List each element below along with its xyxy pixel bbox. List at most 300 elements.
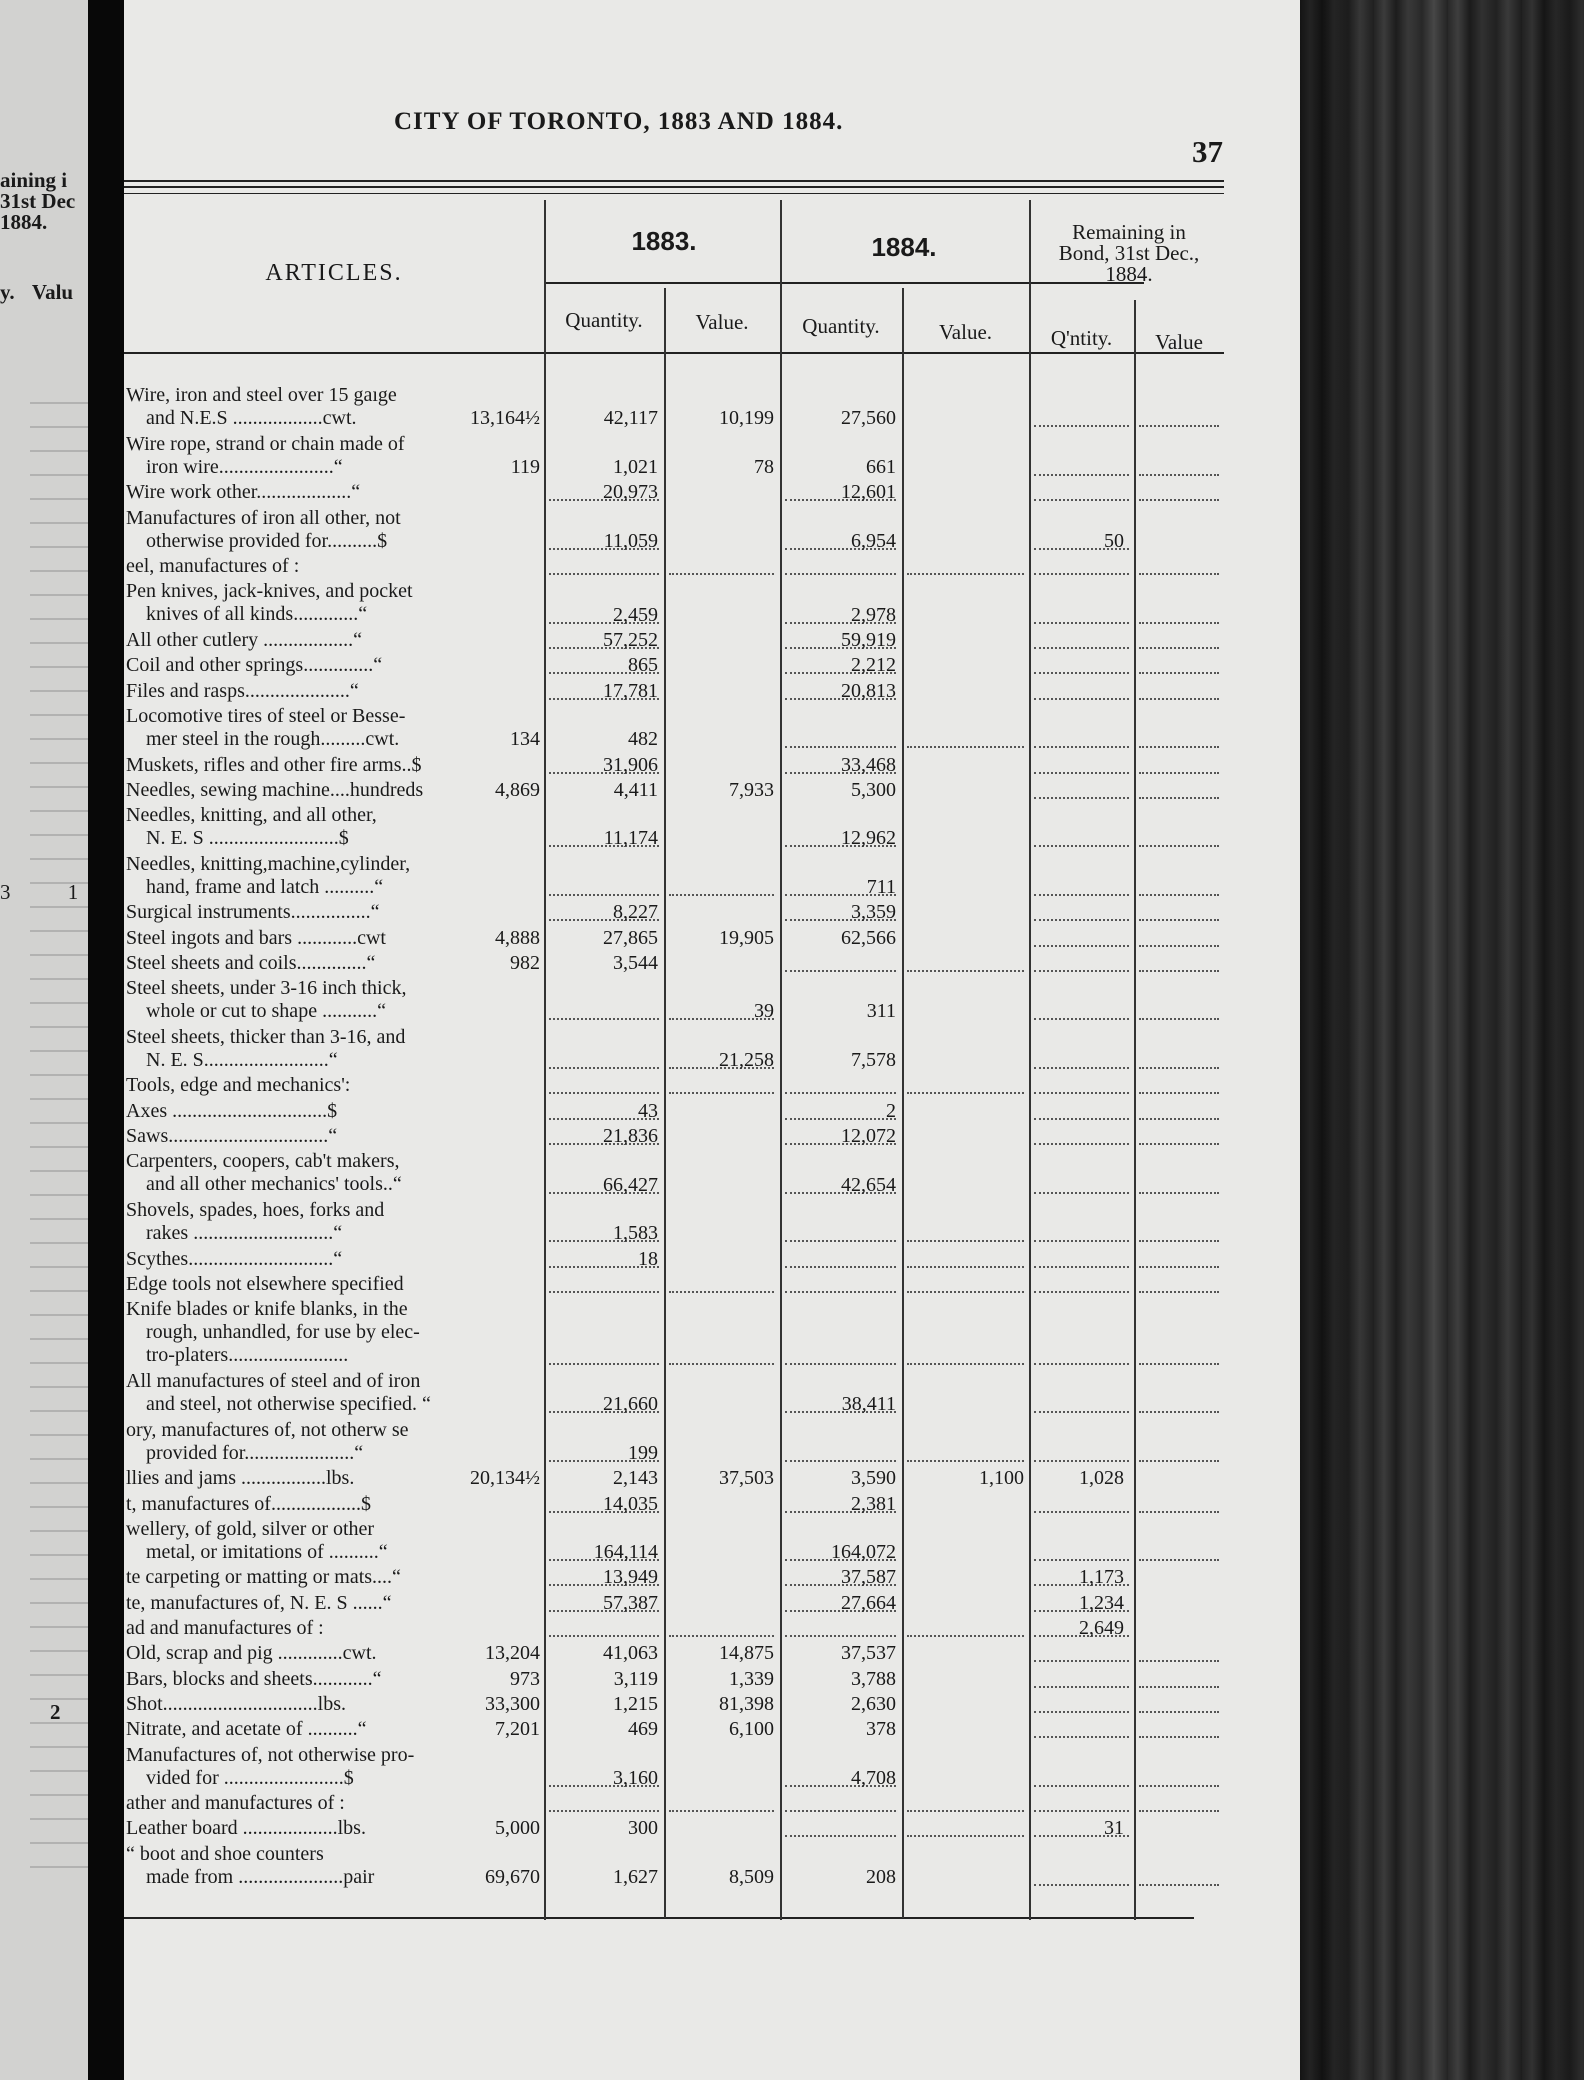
leader-dots — [907, 1291, 1024, 1295]
leader-dots — [907, 746, 1024, 750]
article-name — [126, 977, 526, 1023]
remaining-line: Remaining in — [1072, 220, 1186, 244]
leader-dots — [1139, 622, 1219, 626]
leader-dots — [1139, 1240, 1219, 1244]
value-1883-cell: 1,583 — [613, 1222, 658, 1245]
article-line: Tools, edge and mechanics': — [126, 1074, 351, 1097]
article-line: metal, or imitations of ..........“ — [146, 1540, 388, 1563]
leader-dots — [1034, 1143, 1129, 1147]
article-line: te, manufactures of, N. E. S ......“ — [126, 1591, 392, 1614]
article-line: ather and manufactures of : — [126, 1792, 345, 1815]
page-edges — [1300, 0, 1584, 2080]
value-1884-cell: 59,919 — [841, 629, 896, 651]
leader-dots — [785, 1635, 896, 1639]
table-row — [124, 1718, 1300, 1741]
leader-dots — [1139, 698, 1219, 702]
quantity-1883-cell: 7,201 — [495, 1718, 540, 1741]
quantity-1883-cell: 973 — [510, 1667, 540, 1690]
article-name — [126, 1125, 526, 1148]
left-page-dots — [30, 380, 90, 1880]
article-line: made from .....................pair — [146, 1865, 375, 1888]
quantity-1884-cell: 37,503 — [719, 1467, 774, 1490]
leader-dots — [1034, 1711, 1129, 1715]
left-col-qty: y. — [0, 280, 15, 304]
table-row — [124, 1592, 1300, 1615]
leader-dots — [1034, 499, 1129, 503]
value-1883-cell: 11,059 — [603, 529, 658, 552]
value-1883-cell: 865 — [628, 654, 658, 677]
quantity-1883-cell: 4,869 — [495, 778, 540, 801]
leader-dots — [785, 1810, 896, 1814]
table-row — [124, 952, 1300, 975]
article-line: rough, unhandled, for use by elec- — [146, 1321, 420, 1344]
value-1884-cell: 27,664 — [841, 1591, 896, 1614]
article-name — [126, 1370, 526, 1416]
value-1883-cell: 41,063 — [603, 1642, 658, 1665]
article-name — [126, 1817, 526, 1840]
article-name — [126, 1843, 526, 1889]
value-1884-cell: 2,212 — [851, 654, 896, 677]
leader-dots — [1139, 647, 1219, 651]
leader-dots — [549, 1810, 659, 1814]
table-row — [124, 580, 1300, 627]
leader-dots — [1034, 1067, 1129, 1071]
table-row — [124, 433, 1300, 480]
value-remaining-cell: 31 — [1104, 1817, 1124, 1840]
leader-dots — [1034, 647, 1129, 651]
table-row — [124, 481, 1300, 504]
article-name — [126, 1744, 526, 1790]
quantity-remaining-cell: 1,100 — [979, 1467, 1024, 1490]
article-line: All manufactures of steel and of iron — [126, 1370, 421, 1392]
leader-dots — [1034, 1810, 1129, 1814]
value-1884-cell: 42,654 — [841, 1173, 896, 1196]
value-1883-cell: 469 — [628, 1718, 658, 1741]
value-1884-cell: 3,590 — [851, 1467, 896, 1490]
value-remaining-cell: 1,173 — [1079, 1566, 1124, 1589]
leader-dots — [785, 1092, 896, 1096]
table-row — [124, 629, 1300, 652]
table-row — [124, 1100, 1300, 1123]
article-line: and steel, not otherwise specified. “ — [146, 1393, 431, 1415]
value-1883-cell: 1,627 — [613, 1865, 658, 1888]
article-line: wellery, of gold, silver or other — [126, 1517, 375, 1540]
leader-dots — [549, 1635, 659, 1639]
leader-dots — [1139, 1067, 1219, 1071]
table-row — [124, 927, 1300, 950]
article-name — [126, 1668, 526, 1691]
article-line: Scythes.............................“ — [126, 1247, 343, 1270]
value-1884-cell: 2 — [886, 1099, 896, 1122]
table-row — [124, 1843, 1300, 1890]
table-body — [124, 0, 1300, 2080]
leader-dots — [1139, 1192, 1219, 1196]
left-header-line: aining i — [0, 168, 68, 192]
leader-dots — [1139, 672, 1219, 676]
article-name — [126, 1026, 526, 1072]
article-line: Shovels, spades, hoes, forks and — [126, 1198, 385, 1221]
article-line: rakes ............................“ — [146, 1221, 343, 1244]
leader-dots — [907, 1835, 1024, 1839]
table-row — [124, 804, 1300, 851]
leader-dots — [1139, 1810, 1219, 1814]
table-row — [124, 853, 1300, 900]
table-row — [124, 1125, 1300, 1148]
leader-dots — [549, 894, 659, 898]
value-1883-cell: 164,114 — [593, 1541, 658, 1564]
article-line: Steel sheets and coils..............“ — [126, 951, 376, 974]
table-row — [124, 1817, 1300, 1840]
article-line: whole or cut to shape ...........“ — [146, 1000, 386, 1023]
left-page-columns — [0, 280, 73, 305]
leader-dots — [1139, 1143, 1219, 1147]
article-name — [126, 433, 526, 479]
leader-dots — [549, 1363, 659, 1367]
article-name — [126, 1298, 526, 1367]
value-1884-cell: 33,468 — [841, 753, 896, 776]
leader-dots — [907, 1810, 1024, 1814]
article-line: knives of all kinds.............“ — [146, 603, 368, 626]
table-row — [124, 754, 1300, 777]
leader-dots — [1139, 797, 1219, 801]
value-1884-cell: 12,962 — [841, 827, 896, 850]
leader-dots — [907, 1240, 1024, 1244]
article-name — [126, 1467, 526, 1490]
leader-dots — [1034, 622, 1129, 626]
leader-dots — [1034, 1118, 1129, 1122]
article-line: Knife blades or knife blanks, in the — [126, 1298, 408, 1321]
article-name — [126, 481, 526, 504]
article-name — [126, 1150, 526, 1196]
table-row — [124, 654, 1300, 677]
table-row — [124, 1074, 1300, 1097]
leader-dots — [1034, 746, 1129, 750]
article-line: Muskets, rifles and other fire arms..$ — [126, 753, 422, 776]
value-remaining-cell: 1,234 — [1079, 1591, 1124, 1614]
article-line: eel, manufactures of : — [126, 555, 300, 578]
article-name — [126, 1074, 526, 1097]
leader-dots — [1034, 845, 1129, 849]
table-row — [124, 1370, 1300, 1417]
article-line: Steel sheets, thicker than 3-16, and — [126, 1025, 406, 1048]
value-1884-cell: 12,601 — [841, 481, 896, 504]
leader-dots — [1034, 1884, 1129, 1888]
leader-dots — [549, 1018, 659, 1022]
article-name — [126, 654, 526, 677]
article-line: llies and jams .................lbs. — [126, 1467, 355, 1490]
article-line: Locomotive tires of steel or Besse- — [126, 704, 406, 727]
leader-dots — [1139, 499, 1219, 503]
article-line: iron wire.......................“ — [146, 455, 343, 478]
table-row — [124, 779, 1300, 802]
leader-dots — [1034, 945, 1129, 949]
leader-dots — [907, 1266, 1024, 1270]
leader-dots — [785, 1460, 896, 1464]
document-page — [124, 0, 1300, 2080]
leader-dots — [1034, 1018, 1129, 1022]
quantity-1883-cell: 119 — [510, 455, 540, 478]
quantity-1883-cell: 69,670 — [485, 1865, 540, 1888]
leader-dots — [1139, 1660, 1219, 1664]
leader-dots — [1139, 425, 1219, 429]
article-name — [126, 1617, 526, 1640]
value-1883-cell: 21,660 — [603, 1393, 658, 1416]
article-name — [126, 1199, 526, 1245]
value-remaining-cell: 2,649 — [1079, 1617, 1124, 1639]
leader-dots — [1139, 474, 1219, 478]
leader-dots — [669, 1810, 774, 1814]
article-line: te carpeting or matting or mats....“ — [126, 1566, 401, 1589]
article-name — [126, 384, 526, 430]
leader-dots — [669, 1635, 774, 1639]
value-1884-cell: 311 — [866, 1000, 896, 1023]
quantity-1883-cell: 20,134½ — [470, 1467, 540, 1490]
table-row — [124, 977, 1300, 1024]
article-line: Shot...............................lbs. — [126, 1692, 347, 1715]
value-1884-cell: 27,560 — [841, 407, 896, 430]
leader-dots — [1139, 845, 1219, 849]
quantity-1884-cell: 78 — [754, 455, 774, 478]
value-1883-cell: 43 — [638, 1099, 658, 1122]
left-fragment: 1 — [67, 880, 79, 904]
article-name — [126, 1273, 526, 1296]
value-1884-cell: 208 — [866, 1865, 896, 1888]
article-line: Bars, blocks and sheets............“ — [126, 1667, 382, 1690]
leader-dots — [907, 970, 1024, 974]
article-line: Leather board ...................lbs. — [126, 1817, 366, 1840]
article-line: All other cutlery ..................“ — [126, 629, 363, 651]
table-row — [124, 1199, 1300, 1246]
value-1883-cell: 482 — [628, 728, 658, 751]
leader-dots — [1034, 698, 1129, 702]
value-1883-cell: 300 — [628, 1817, 658, 1840]
article-line: “ boot and shoe counters — [126, 1842, 324, 1865]
article-name — [126, 1693, 526, 1716]
leader-dots — [1034, 919, 1129, 923]
book-spine — [88, 0, 124, 2080]
leader-dots — [1139, 945, 1219, 949]
table-row — [124, 1026, 1300, 1073]
value-1883-cell: 18 — [638, 1247, 658, 1270]
value-1884-cell: 7,578 — [851, 1049, 896, 1072]
quantity-1883-cell: 982 — [510, 951, 540, 974]
leader-dots — [1139, 1559, 1219, 1563]
leader-dots — [1034, 1240, 1129, 1244]
table-row — [124, 705, 1300, 752]
value-1883-cell: 8,227 — [613, 901, 658, 924]
value-1883-cell: 14,035 — [603, 1492, 658, 1515]
value-1883-cell: 1,021 — [613, 455, 658, 478]
leader-dots — [1139, 1118, 1219, 1122]
leader-dots — [907, 1092, 1024, 1096]
article-name — [126, 952, 526, 975]
value-1883-cell: 2,459 — [613, 603, 658, 626]
value-1883-cell: 31,906 — [603, 753, 658, 776]
value-remaining-header: Value — [1155, 330, 1203, 354]
quantity-1884-cell: 10,199 — [719, 407, 774, 430]
article-name — [126, 1792, 526, 1815]
article-name — [126, 779, 526, 802]
qntity-remaining-header: Q'ntity. — [1050, 326, 1113, 350]
article-line: Steel ingots and bars ............cwt — [126, 926, 386, 949]
value-1884-cell: 2,630 — [851, 1692, 896, 1715]
leader-dots — [785, 1266, 896, 1270]
quantity-1884-cell: 7,933 — [729, 778, 774, 801]
article-line: t, manufactures of..................$ — [126, 1492, 371, 1515]
table-row — [124, 1493, 1300, 1516]
leader-dots — [1139, 1363, 1219, 1367]
table-row — [124, 1248, 1300, 1271]
quantity-1883-header: Quantity. — [565, 308, 643, 332]
leader-dots — [1034, 1785, 1129, 1789]
leader-dots — [1034, 1686, 1129, 1690]
running-head: CITY OF TORONTO, 1883 AND 1884. — [394, 108, 844, 135]
article-line: Needles, knitting, and all other, — [126, 804, 377, 827]
value-1883-cell: 3,160 — [613, 1766, 658, 1789]
value-1883-cell: 57,387 — [603, 1591, 658, 1614]
left-page-fragment — [0, 0, 100, 2080]
article-line: Old, scrap and pig .............cwt. — [126, 1642, 377, 1665]
article-line: ory, manufactures of, not otherw se — [126, 1418, 409, 1441]
year-1884-header: 1884. — [871, 232, 937, 262]
article-name — [126, 754, 526, 777]
article-line: provided for......................“ — [146, 1441, 364, 1464]
left-page-fragment-text: 2 — [50, 1700, 61, 1724]
value-1884-cell: 5,300 — [851, 778, 896, 801]
leader-dots — [1034, 970, 1129, 974]
leader-dots — [785, 746, 896, 750]
leader-dots — [1139, 1291, 1219, 1295]
article-line: Files and rasps.....................“ — [126, 679, 359, 702]
article-name — [126, 705, 526, 751]
value-1884-cell: 12,072 — [841, 1125, 896, 1147]
leader-dots — [785, 1835, 896, 1839]
table-row — [124, 555, 1300, 578]
table-row — [124, 1744, 1300, 1791]
value-1884-cell: 38,411 — [841, 1393, 896, 1416]
article-line: hand, frame and latch ..........“ — [146, 875, 384, 898]
left-header-line: 1884. — [0, 210, 48, 234]
left-fragment: 3 — [0, 880, 11, 904]
year-1883-header: 1883. — [631, 226, 697, 256]
leader-dots — [1034, 573, 1129, 577]
leader-dots — [1034, 1736, 1129, 1740]
article-name — [126, 1419, 526, 1465]
quantity-1884-cell: 21,258 — [719, 1049, 774, 1072]
leader-dots — [1139, 1686, 1219, 1690]
value-1883-cell: 66,427 — [603, 1173, 658, 1196]
article-name — [126, 804, 526, 850]
leader-dots — [1034, 1660, 1129, 1664]
article-line: Needles, knitting,machine,cylinder, — [126, 852, 411, 875]
table-row — [124, 1642, 1300, 1665]
table-row — [124, 1518, 1300, 1565]
article-line: Manufactures of iron all other, not — [126, 506, 401, 529]
leader-dots — [1139, 1266, 1219, 1270]
leader-dots — [1139, 1460, 1219, 1464]
article-line: Edge tools not elsewhere specified — [126, 1272, 404, 1295]
article-line: Surgical instruments................“ — [126, 901, 380, 924]
value-1883-cell: 199 — [628, 1441, 658, 1464]
article-line: vided for ........................$ — [146, 1766, 354, 1789]
leader-dots — [1034, 1092, 1129, 1096]
value-remaining-cell: 1,028 — [1079, 1467, 1124, 1490]
article-name — [126, 1248, 526, 1271]
value-1883-cell: 4,411 — [613, 778, 658, 801]
value-1884-cell: 378 — [866, 1718, 896, 1741]
article-line: Wire work other...................“ — [126, 481, 361, 504]
article-line: Nitrate, and acetate of ..........“ — [126, 1718, 367, 1741]
leader-dots — [1034, 772, 1129, 776]
value-1884-cell: 2,978 — [851, 603, 896, 626]
article-name — [126, 1493, 526, 1516]
leader-dots — [785, 1363, 896, 1367]
article-line: Needles, sewing machine....hundreds — [126, 778, 424, 801]
table-row — [124, 901, 1300, 924]
value-1883-cell: 27,865 — [603, 926, 658, 949]
left-page-fragment-text — [0, 880, 78, 905]
article-line: Pen knives, jack-knives, and pocket — [126, 580, 413, 603]
table-row — [124, 1467, 1300, 1490]
quantity-1884-cell: 39 — [754, 1000, 774, 1023]
article-name — [126, 1718, 526, 1741]
leader-dots — [549, 1092, 659, 1096]
article-name — [126, 1592, 526, 1615]
value-1884-cell: 164,072 — [831, 1541, 896, 1564]
table-row — [124, 1668, 1300, 1691]
leader-dots — [1139, 1884, 1219, 1888]
leader-dots — [669, 1092, 774, 1096]
article-name — [126, 1566, 526, 1589]
leader-dots — [1034, 1266, 1129, 1270]
article-line: and N.E.S ..................cwt. — [146, 407, 357, 429]
leader-dots — [669, 1291, 774, 1295]
left-page-header — [0, 170, 95, 233]
leader-dots — [1034, 1411, 1129, 1415]
leader-dots — [907, 1635, 1024, 1639]
page-number: 37 — [1192, 134, 1223, 169]
value-1884-cell: 711 — [866, 875, 896, 898]
leader-dots — [669, 573, 774, 577]
leader-dots — [907, 1363, 1024, 1367]
leader-dots — [1034, 894, 1129, 898]
value-1884-cell: 2,381 — [851, 1492, 896, 1515]
leader-dots — [1034, 797, 1129, 801]
table-row — [124, 1273, 1300, 1296]
value-1884-header: Value. — [938, 320, 993, 344]
value-1884-cell: 6,954 — [851, 529, 896, 552]
leader-dots — [549, 1291, 659, 1295]
quantity-1884-cell: 19,905 — [719, 926, 774, 949]
article-line: Wire, iron and steel over 15 gaıge — [126, 384, 397, 406]
leader-dots — [1139, 746, 1219, 750]
table-row — [124, 1419, 1300, 1466]
table-row — [124, 1150, 1300, 1197]
table-row — [124, 1693, 1300, 1716]
article-line: and all other mechanics' tools..“ — [146, 1173, 402, 1196]
remaining-line: Bond, 31st Dec., — [1058, 241, 1200, 265]
leader-dots — [1139, 772, 1219, 776]
left-col-val: Valu — [31, 280, 74, 304]
leader-dots — [785, 1291, 896, 1295]
value-1883-cell: 11,174 — [603, 827, 658, 850]
table-row — [124, 1298, 1300, 1368]
article-line: N. E. S ..........................$ — [146, 827, 349, 850]
leader-dots — [1034, 1291, 1129, 1295]
quantity-1884-cell: 81,398 — [719, 1692, 774, 1715]
quantity-1884-cell: 1,339 — [729, 1667, 774, 1690]
article-name — [126, 1100, 526, 1123]
